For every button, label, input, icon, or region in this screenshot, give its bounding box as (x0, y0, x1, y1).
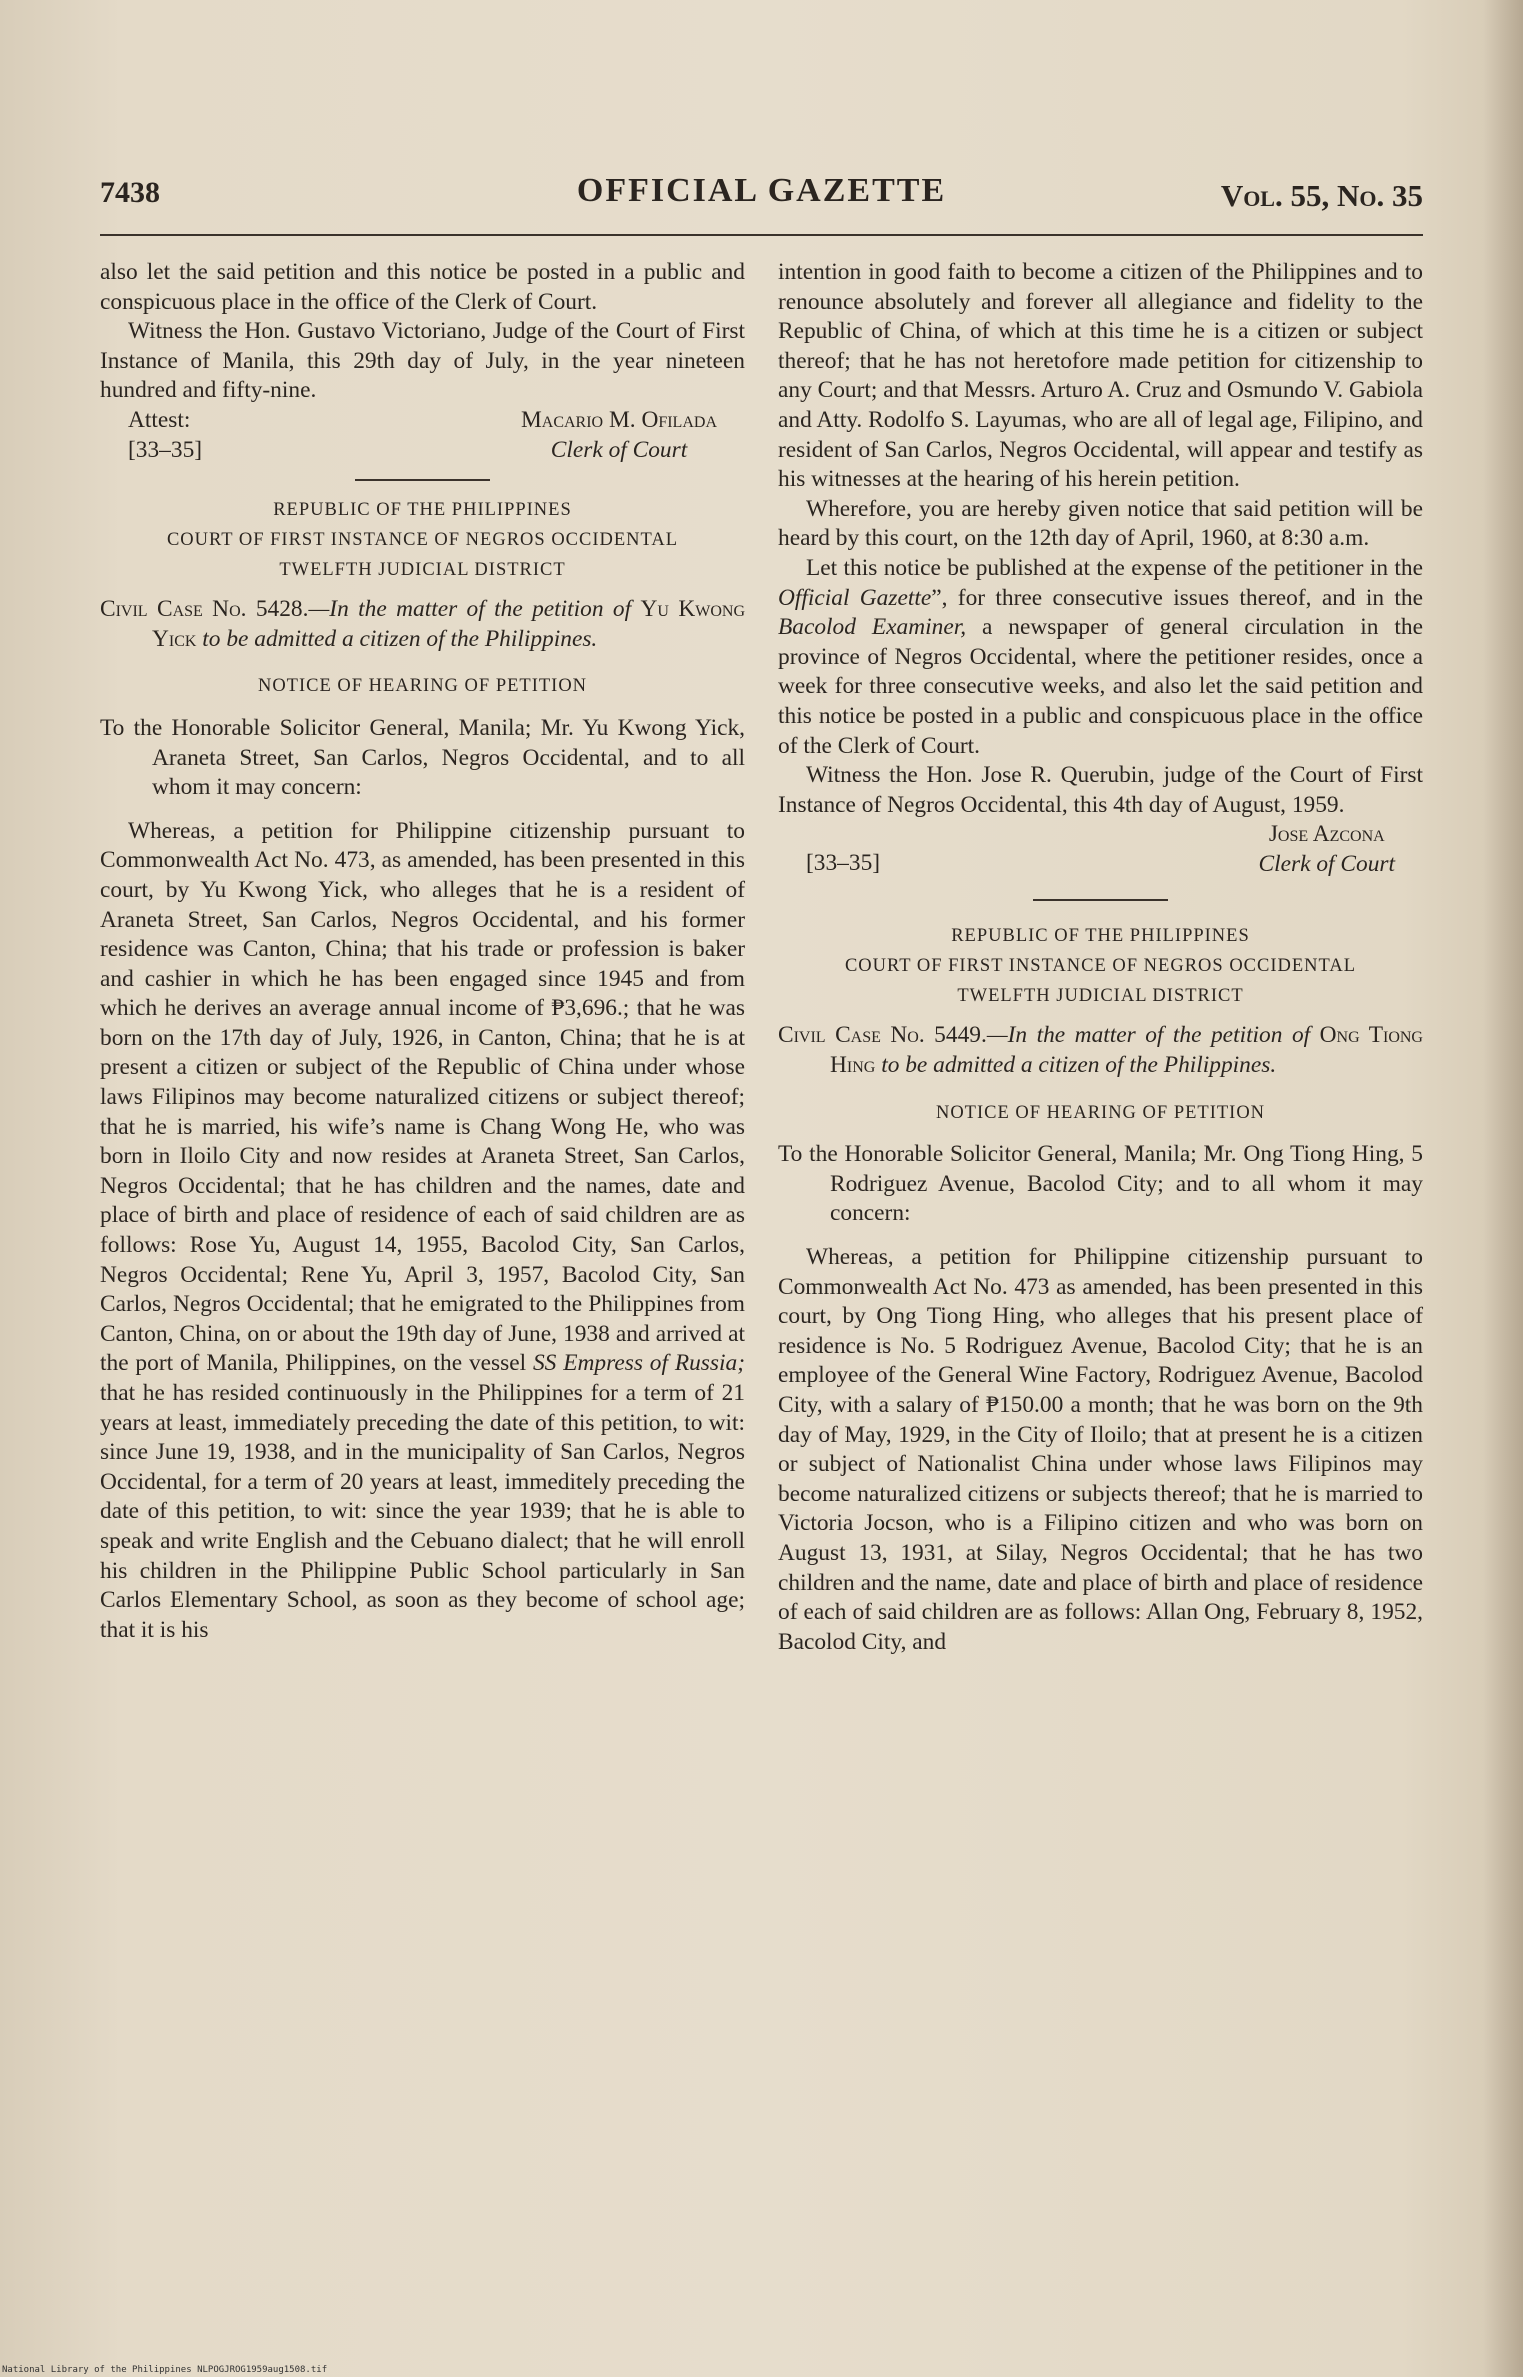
left-witness-paragraph: Witness the Hon. Gustavo Victoriano, Judge of the Court of First Instance of Manila, this 29th day of July, in the year nineteen hundred and fifty-nine. (100, 318, 745, 404)
newspaper-name: Bacolod Examiner, (778, 614, 967, 641)
attest-label: Attest: (128, 406, 191, 433)
signature-title: Clerk of Court (1258, 850, 1395, 877)
petitioner-name: Yu Kwong Yick (152, 596, 746, 652)
section-separator (355, 479, 490, 481)
publication-paragraph (778, 554, 1423, 761)
pub-text-c: a newspaper of general circulation in the province of Negros Occidental, where the petitioner resides, once a week for three consecutive weeks, and also let the said petition and this notice be posted in a public and conspicuous place in the office of the Clerk of Court. (778, 614, 1423, 759)
left-paragraph-1: also let the said petition and this notice be posted in a public and conspicuous place in the office of the Clerk of Court. (100, 259, 745, 315)
left-column (100, 258, 745, 1645)
binding-shadow (1483, 0, 1523, 2377)
signature-name: Jose Azcona (1268, 821, 1385, 848)
wherefore-paragraph: Wherefore, you are hereby given notice that said petition will be heard by this court, on the 12th day of April, 1960, at 8:30 a.m. (778, 495, 1423, 552)
section-separator-2 (1033, 899, 1168, 901)
pub-text-a: Let this notice be published at the expense of the petitioner in the (806, 554, 1423, 581)
body-text-b: that he has resided continuously in the Philippines for a term of 21 years at least, immediately preceding the date of this petition, to wit: since June 19, 1938, and in the municipality of San Carlos, Negros Occidental, for a term of 20 years at least, immeditely preceding the date of this petition, to wit: since the year 1939; that he is able to speak and write English and the Cebuano dialect; that he will enroll his children in the Philippine Public School particularly in San Carlos Elementary School, as soon as they become of school age; that it is his (100, 1380, 745, 1643)
notice-heading: NOTICE OF HEARING OF PETITION (257, 676, 588, 697)
volume-number: Vol. 55, No. 35 (1220, 178, 1423, 213)
petition-body (100, 817, 745, 1646)
case-title (100, 595, 745, 654)
heading-court: COURT OF FIRST INSTANCE OF NEGROS OCCIDENTAL (166, 530, 679, 551)
petitioner-name-2: Ong Tiong Hing (830, 1022, 1423, 1079)
right-column (778, 258, 1423, 1657)
header-rule (100, 234, 1423, 236)
heading-republic-2: REPUBLIC OF THE PHILIPPINES (951, 926, 1250, 947)
body-text-a: Whereas, a petition for Philippine citizenship pursuant to Commonwealth Act No. 473, as amended, has been presented in this court, by Yu Kwong Yick, who alleges that he is a resident of Araneta Street, San Carlos, Negros Occidental, and his former residence was Canton, China; that his trade or profession is baker and cashier in which he has been engaged since 1945 and from which he derives an average annual income of ₱3,696.; that he was born on the 17th day of July, 1926, in Canton, China; that he is at present a citizen or subject of the Republic of China under whose laws Filipinos may become naturalized citizens or subject thereof; that he is married, his wife’s name is Chang Wong He, who was born in Iloilo City and now resides at Araneta Street, San Carlos, Negros Occidental; that he has children and the names, date and place of birth and place of residence of each of said children are as follows: Rose Yu, August 14, 1955, Bacolod City, San Carlos, Negros Occidental; Rene Yu, April 3, 1957, Bacolod City, San Carlos, Negros Occidental; that he emigrated to the Philippines from Canton, China, on or about the 19th day of June, 1938 and arrived at the port of Manila, Philippines, on the vessel (100, 817, 745, 1377)
right-witness-paragraph: Witness the Hon. Jose R. Querubin, judge of the Court of First Instance of Negros Occidental, this 4th day of August, 1959. (778, 762, 1423, 818)
attest-title: Clerk of Court (550, 436, 688, 463)
case-title-2 (778, 1021, 1423, 1080)
case-number-2: Civil Case No. 5449. (778, 1022, 987, 1049)
vessel-name: SS Empress of Russia; (532, 1350, 745, 1377)
heading-court-2: COURT OF FIRST INSTANCE OF NEGROS OCCIDENTAL (844, 956, 1357, 977)
case-text: —In the matter of the petition of (308, 596, 641, 623)
case-text-end: to be admitted a citizen of the Philippines. (196, 625, 598, 652)
heading-republic: REPUBLIC OF THE PHILIPPINES (273, 500, 572, 521)
court-heading-2 (778, 921, 1423, 1011)
notice-heading-2: NOTICE OF HEARING OF PETITION (935, 1102, 1266, 1123)
signature-ref: [33–35] (806, 850, 881, 877)
heading-district-2: TWELFTH JUDICIAL DISTRICT (957, 986, 1244, 1007)
pub-text-b: ”, for three consecutive issues thereof, and in the (931, 584, 1424, 611)
gazette-name: Official Gazette (778, 584, 932, 611)
court-heading (100, 495, 745, 585)
case-text-2: —In the matter of the petition of (986, 1022, 1320, 1049)
attest-name: Macario M. Ofilada (520, 406, 717, 433)
case-number: Civil Case No. 5428. (100, 596, 309, 623)
right-paragraph-1: intention in good faith to become a citizen of the Philippines and to renounce absolutely and forever all allegiance and fidelity to the Republic of China, of which at this time he is a citizen or subject thereof; that he has not heretofore made petition for citizenship to any Court; and that Messrs. Arturo A. Cruz and Osmundo V. Gabiola and Atty. Rodolfo S. Layumas, who are all of legal age, Filipino, and resident of San Carlos, Negros Occidental, will appear and testify as his witnesses at the hearing of his herein petition. (778, 259, 1423, 493)
scan-footer: National Library of the Philippines NLPOGJROG1959aug1508.tif (2, 2365, 328, 2375)
attest-ref: [33–35] (128, 436, 203, 463)
addressees: To the Honorable Solicitor General, Manila; Mr. Yu Kwong Yick, Araneta Street, San Carlos, Negros Occidental, and to all whom it may concern: (100, 714, 745, 801)
heading-district: TWELFTH JUDICIAL DISTRICT (279, 560, 566, 581)
signature-block (778, 820, 1423, 879)
petition-body-2: Whereas, a petition for Philippine citizenship pursuant to Commonwealth Act No. 473 as amended, has been presented in this court, by Ong Tiong Hing, who alleges that his present place of residence is No. 5 Rodriguez Avenue, Bacolod City; that he is an employee of the General Wine Factory, Rodriguez Avenue, Bacolod City, with a salary of ₱150.00 a month; that he was born on the 9th day of May, 1929, in the City of Iloilo; that at present he is a citizen or subject of Nationalist China under whose laws Filipinos may become naturalized citizens or subjects thereof; that he is married to Victoria Jocson, who is a Filipino citizen and who was born on August 13, 1931, at Silay, Negros Occidental; that he has two children and the name, date and place of birth and place of residence of each of said children are as follows: Allan Ong, February 8, 1952, Bacolod City, and (778, 1244, 1423, 1655)
addressees-2: To the Honorable Solicitor General, Manila; Mr. Ong Tiong Hing, 5 Rodriguez Avenue, Bacolod City; and to all whom it may concern: (778, 1141, 1423, 1227)
publication-title: OFFICIAL GAZETTE (576, 172, 947, 209)
page-number: 7438 (100, 176, 160, 209)
page-header (100, 172, 1423, 222)
attest-block (100, 406, 745, 465)
case-text-end-2: to be admitted a citizen of the Philippines. (875, 1052, 1277, 1079)
